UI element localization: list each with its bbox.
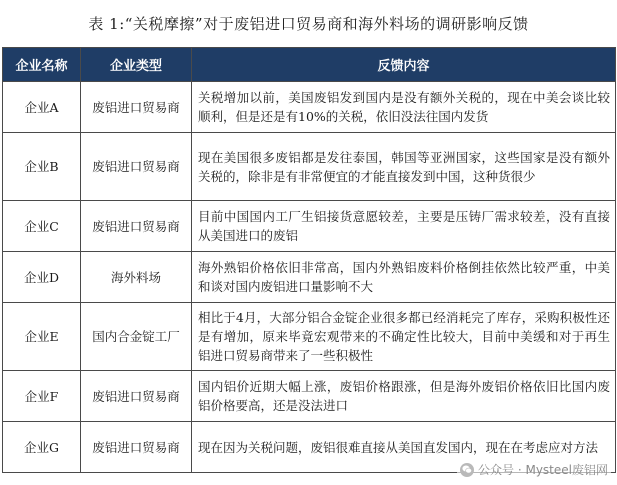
feedback-cell: 国内铝价近期大幅上涨，废铝价格跟涨，但是海外废铝价格依旧比国内废铝价格要高，还是没法进口 (192, 371, 616, 422)
watermark-text: 公众号 · Mysteel废铝网 (478, 463, 608, 477)
survey-table (2, 47, 616, 473)
company-name-cell: 企业D (3, 252, 81, 303)
table-row (3, 252, 616, 303)
table-title: 表 1:“关税摩擦”对于废铝进口贸易商和海外料场的调研影响反馈 (88, 15, 529, 33)
feedback-cell: 现在因为关税问题，废铝很难直接从美国直发国内，现在在考虑应对方法 (192, 422, 616, 473)
table-row (3, 133, 616, 201)
company-type-cell: 废铝进口贸易商 (81, 133, 192, 201)
feedback-cell: 目前中国国内工厂生铝接货意愿较差，主要是压铸厂需求较差，没有直接从美国进口的废铝 (192, 201, 616, 252)
feedback-cell: 相比于4月，大部分铝合金锭企业很多都已经消耗完了库存，采购积极性还是有增加，原来毕竟宏观带来的不确定性比较大，目前中美缓和对于再生铝进口贸易商带来了一些积极性 (192, 303, 616, 371)
company-name-cell: 企业B (3, 133, 81, 201)
table-row (3, 371, 616, 422)
company-name-cell: 企业E (3, 303, 81, 371)
feedback-cell: 现在美国很多废铝都是发往泰国，韩国等亚洲国家，这些国家是没有额外关税的，除非是有非常便宜的才能直接发到中国，这种货很少 (192, 133, 616, 201)
company-type-cell: 国内合金锭工厂 (81, 303, 192, 371)
feedback-cell: 海外熟铝价格依旧非常高，国内外熟铝废料价格倒挂依然比较严重，中美和谈对国内废铝进口量影响不大 (192, 252, 616, 303)
wechat-icon (460, 463, 474, 477)
company-name-cell: 企业A (3, 82, 81, 133)
company-name-cell: 企业C (3, 201, 81, 252)
table-row (3, 201, 616, 252)
company-type-cell: 海外料场 (81, 252, 192, 303)
header-company-type: 企业类型 (81, 48, 192, 82)
company-type-cell: 废铝进口贸易商 (81, 422, 192, 473)
company-type-cell: 废铝进口贸易商 (81, 201, 192, 252)
table-row (3, 82, 616, 133)
company-name-cell: 企业G (3, 422, 81, 473)
feedback-cell: 关税增加以前，美国废铝发到国内是没有额外关税的，现在中美会谈比较顺利，但是还是有10%的关税，依旧没法往国内发货 (192, 82, 616, 133)
header-feedback: 反馈内容 (192, 48, 616, 82)
company-name-cell: 企业F (3, 371, 81, 422)
header-company-name: 企业名称 (3, 48, 81, 82)
table-row (3, 303, 616, 371)
company-type-cell: 废铝进口贸易商 (81, 82, 192, 133)
company-type-cell: 废铝进口贸易商 (81, 371, 192, 422)
watermark (457, 460, 611, 479)
table-header-row (3, 48, 616, 82)
